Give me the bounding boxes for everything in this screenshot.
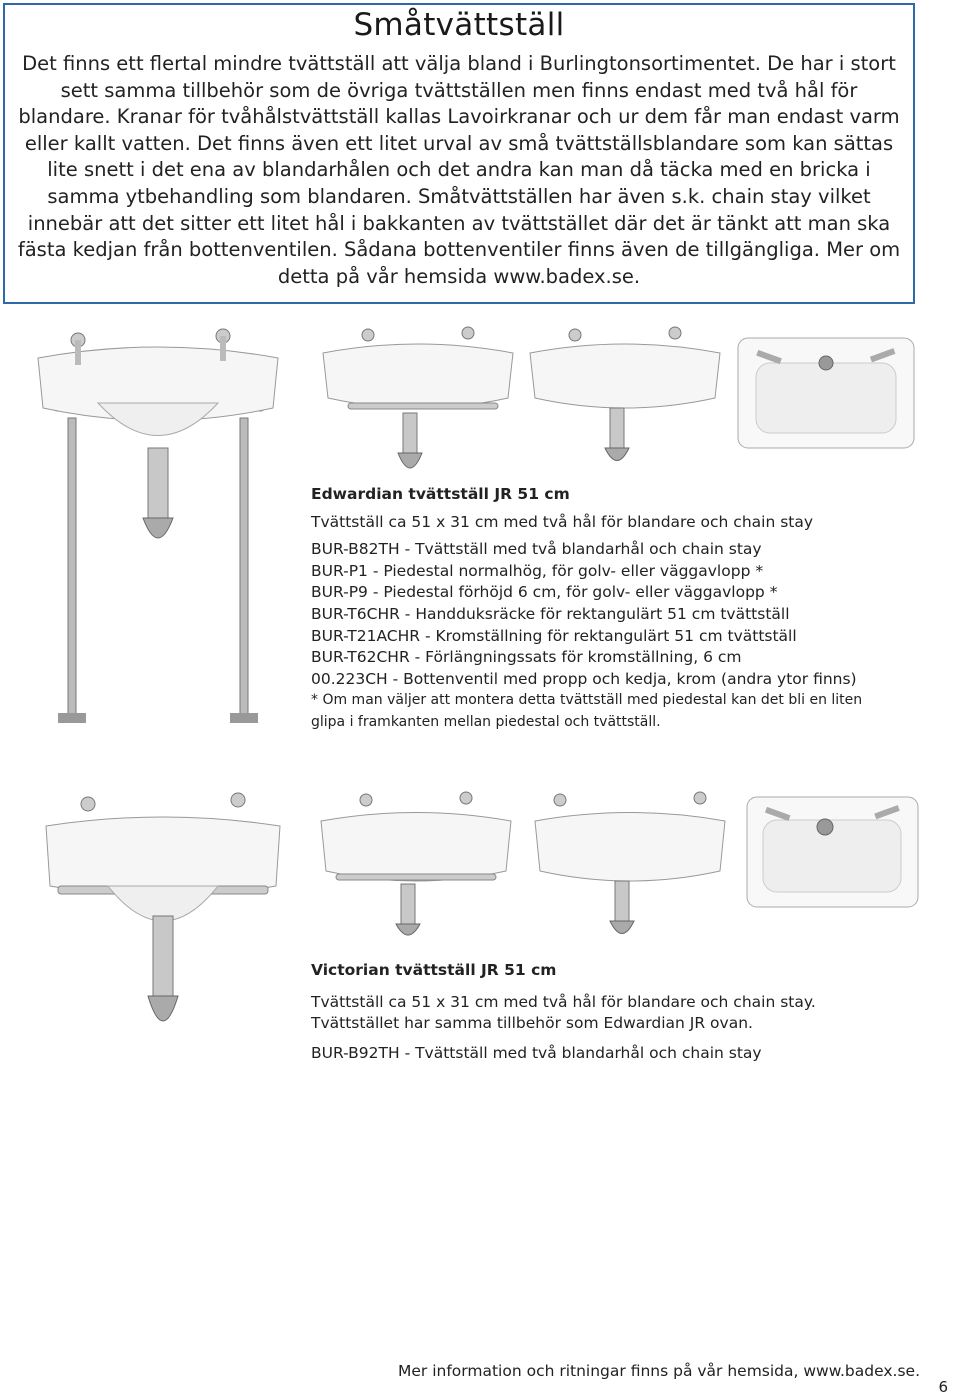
- victorian-top-view-photo: [745, 792, 920, 912]
- edwardian-towel-rail-photo: [318, 323, 518, 483]
- victorian-basin-photo: [530, 786, 730, 946]
- list-item: BUR-T21ACHR - Kromställning för rektangulärt 51 cm tvättställ: [311, 626, 797, 645]
- edwardian-spec: [311, 484, 891, 733]
- list-item: 00.223CH - Bottenventil med propp och kedja, krom (andra ytor finns): [311, 669, 857, 688]
- footer-text: Mer information och ritningar finns på vår hemsida, www.badex.se.: [398, 1362, 920, 1380]
- victorian-towel-rail-photo: [316, 786, 516, 946]
- list-item: BUR-B82TH - Tvättställ med två blandarhål och chain stay: [311, 540, 762, 559]
- victorian-title: Victorian tvättställ JR 51 cm: [311, 961, 557, 979]
- list-item: BUR-T6CHR - Handduksräcke för rektangulärt 51 cm tvättställ: [311, 604, 790, 623]
- edwardian-top-view-photo: [736, 333, 916, 453]
- victorian-stand-photo: [38, 786, 288, 1056]
- intro-box: [3, 3, 915, 304]
- victorian-description-2: Tvättstället har samma tillbehör som Edwardian JR ovan.: [311, 1014, 753, 1033]
- victorian-spec: [311, 960, 816, 1064]
- product-list: [311, 539, 891, 690]
- page-number: 6: [938, 1378, 948, 1396]
- intro-paragraph: Det finns ett flertal mindre tvättställ att välja bland i Burlingtonsortimentet. De har i stort sett samma tillbehör som de övriga tvättställen men finns endast med två hål för blandare. Kranar för tvåhålstvättställ kallas Lavoirkranar och ur dem får man endast varm eller kallt vatten. Det finns även ett litet urval av små tvättställsblandare som kan sättas lite snett i det ena av blandarhålen och det andra kan man då täcka med en bricka i samma ytbehandling som blandaren. Småtvättställen har även s.k. chain stay vilket innebär att det sitter ett litet hål i bakkanten av tvättstället där det är tänkt att man ska fästa kedjan från bottenventilen. Sådana bottenventiler finns även de tillgängliga. Mer om detta på vår hemsida www.badex.se.: [17, 52, 901, 288]
- list-item: BUR-B92TH - Tvättställ med två blandarhål och chain stay: [311, 1043, 762, 1062]
- victorian-description-1: Tvättställ ca 51 x 31 cm med två hål för blandare och chain stay.: [311, 992, 816, 1011]
- footnote: * Om man väljer att montera detta tvättställ med piedestal kan det bli en liten glipa i framkanten mellan piedestal och tvättställ.: [311, 692, 863, 730]
- edwardian-description: Tvättställ ca 51 x 31 cm med två hål för blandare och chain stay: [311, 512, 814, 531]
- page-title: Småtvättställ: [353, 7, 565, 43]
- edwardian-title: Edwardian tvättställ JR 51 cm: [311, 485, 570, 503]
- edwardian-basin-photo: [525, 323, 725, 473]
- list-item: BUR-T62CHR - Förlängningssats för kromställning, 6 cm: [311, 648, 742, 667]
- edwardian-stand-photo: [28, 318, 288, 738]
- list-item: BUR-P1 - Piedestal normalhög, för golv- eller väggavlopp *: [311, 561, 764, 580]
- list-item: BUR-P9 - Piedestal förhöjd 6 cm, för golv- eller väggavlopp *: [311, 583, 778, 602]
